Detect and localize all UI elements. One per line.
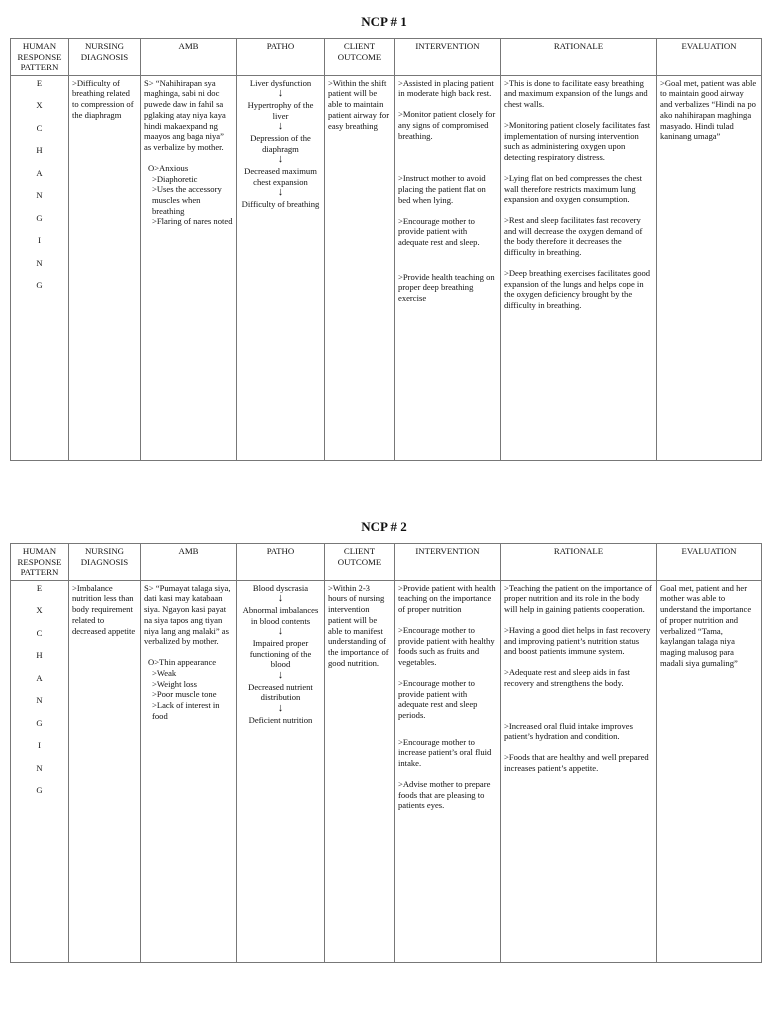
header-amb: AMB [141,544,237,581]
rationale-item: >Lying flat on bed compresses the chest wall therefore restricts maximum lung expansion and oxygen consumption. [504,172,643,205]
ncp1-title: NCP # 1 [361,14,407,29]
rationale-item: >Foods that are healthy and well prepared increases patient’s appetite. [504,751,649,773]
ncp2-evaluation: Goal met, patient and her mother was able to understand the importance of proper nutrition and verbalized “Tama, kaylangan talaga niya maging malusog para madali siya gumaling” [657,580,762,962]
arrow-down-icon: ↓ [277,87,284,100]
pattern-letter: G [36,212,43,223]
pattern-letter: I [38,235,41,246]
pattern-letter: H [36,650,43,661]
header-patho: PATHO [237,544,325,581]
patho-step: Depression of the diaphragm [250,132,311,154]
ncp1-pattern-cell [11,75,69,460]
ncp2-objective-item: >Weak [152,667,177,678]
ncp2-objective-item: O>Thin appearance [148,657,217,668]
rationale-item: >Monitoring patient closely facilitates fast implementation of nursing intervention such as administering oxygen upon detecting respiratory distress. [504,119,651,163]
ncp2-rationales [501,580,657,962]
ncp2-diagnosis: >Imbalance nutrition less than body requirement related to decreased appetite [69,580,141,962]
pattern-letter: G [36,785,43,796]
ncp1-objective-item: >Diaphoretic [152,173,198,184]
ncp2-table [10,543,762,963]
intervention-item: >Encourage mother to increase patient’s oral fluid intake. [398,736,492,769]
pattern-letter: X [36,605,43,616]
intervention-item: >Encourage mother to provide patient with adequate rest and sleep. [398,215,480,247]
ncp1-diagnosis: >Difficulty of breathing related to compression of the diaphragm [69,75,141,460]
pattern-letter: G [36,717,43,728]
patho-step: Deficient nutrition [248,714,313,725]
pattern-letter: I [38,740,41,751]
ncp1-evaluation: >Goal met, patient was able to maintain good airway and verbalizes “Hindi na po ako nahihirapan maghinga masyado. Hindi tulad kaninang umaga” [657,75,762,460]
rationale-item: >Adequate rest and sleep aids in fast recovery and strengthens the body. [504,667,631,688]
header-intervention: INTERVENTION [395,544,501,581]
header-nursing-diagnosis: NURSING DIAGNOSIS [69,39,141,76]
patho-step: Decreased nutrient distribution [248,681,313,703]
patho-step: Decreased maximum chest expansion [244,165,317,187]
pattern-letter: N [36,190,43,201]
rationale-item: >Rest and sleep facilitates fast recovery and will decrease the oxygen demand of the body therefore it decreases the difficulty in breathing. [504,214,643,258]
rationale-item: >Having a good diet helps in fast recovery and improving patient’s nutrition status and boost patients immune system. [504,624,651,657]
pattern-letter: N [36,762,43,773]
intervention-item: >Provide health teaching on proper deep breathing exercise [398,271,495,304]
arrow-down-icon: ↓ [277,702,284,715]
ncp1-objective-item: O>Anxious [148,162,189,173]
header-client-outcome: CLIENT OUTCOME [325,39,395,76]
ncp1-header-row [11,39,762,76]
header-patho: PATHO [237,39,325,76]
pattern-letter: G [36,280,43,291]
header-client-outcome: CLIENT OUTCOME [325,544,395,581]
ncp2-objective-item: >Poor muscle tone [152,689,217,700]
arrow-down-icon: ↓ [277,625,284,638]
intervention-item: >Advise mother to prepare foods that are pleasing to patients eyes. [398,778,491,811]
pattern-letter: E [36,77,43,88]
patho-step: Blood dyscrasia [252,582,309,593]
patho-step: Liver dysfunction [249,77,312,88]
ncp2-body-row [11,580,762,962]
intervention-item: >Monitor patient closely for any signs of compromised breathing. [398,109,496,141]
pattern-letter: N [36,695,43,706]
arrow-down-icon: ↓ [277,592,284,605]
pattern-letter: X [36,100,43,111]
header-amb: AMB [141,39,237,76]
ncp2-objective-item: >Weight loss [152,678,197,689]
header-intervention: INTERVENTION [395,39,501,76]
rationale-item: >This is done to facilitate easy breathing and maximum expansion of the lungs and chest walls. [504,77,648,110]
ncp1-objective-item: >Uses the accessory muscles when breathing [152,184,222,216]
pattern-letter: C [36,627,43,638]
rationale-item: >Teaching the patient on the importance of proper nutrition and its role in the body will help in gaining patients cooperation. [504,582,652,615]
ncp1-amb [141,75,237,460]
header-nursing-diagnosis: NURSING DIAGNOSIS [69,544,141,581]
ncp1-subjective: S> “Nahihirapan sya maghinga, sabi ni doc puwede daw in fahil sa pglaking atay niya kaya hindi makaexpand ng maayos ang baga niya” as verbalize by mother. [144,77,226,153]
header-rationale: RATIONALE [501,544,657,581]
ncp1-table [10,38,762,461]
ncp1-objective-item: >Flaring of nares noted [152,216,233,227]
ncp2-subjective: S> “Pumayat talaga siya, dati kasi may katabaan siya. Ngayon kasi payat na siya tapos ang tiyan niya lang ang malaki” as verbalized by mother. [144,582,231,647]
arrow-down-icon: ↓ [277,120,284,133]
header-rationale: RATIONALE [501,39,657,76]
ncp1-outcome: >Within the shift patient will be able to maintain patient airway for easy breathing [325,75,395,460]
ncp2-patho [237,580,325,962]
ncp2-interventions [395,580,501,962]
intervention-item: >Instruct mother to avoid placing the patient flat on bed when lying. [398,173,486,205]
ncp1-body-row [11,75,762,460]
header-human-response-pattern: HUMAN RESPONSE PATTERN [11,39,69,76]
patho-step: Impaired proper functioning of the blood [249,637,312,670]
arrow-down-icon: ↓ [277,669,284,682]
ncp2-amb [141,580,237,962]
header-human-response-pattern: HUMAN RESPONSE PATTERN [11,544,69,581]
ncp2-title: NCP # 2 [361,519,407,534]
ncp2-pattern-cell [11,580,69,962]
pattern-letter: H [36,145,43,156]
intervention-item: >Assisted in placing patient in moderate high back rest. [398,77,494,99]
header-evaluation: EVALUATION [657,544,762,581]
pattern-letter: C [36,122,43,133]
intervention-item: >Encourage mother to provide patient with healthy foods such as fruits and vegetables. [398,624,495,668]
rationale-item: >Deep breathing exercises facilitates good expansion of the lungs and helps cope in the oxygen deficiency brought by the difficulty in breathing. [504,267,651,311]
arrow-down-icon: ↓ [277,186,284,199]
ncp1-interventions [395,75,501,460]
pattern-letter: N [36,257,43,268]
arrow-down-icon: ↓ [277,153,284,166]
patho-step: Hypertrophy of the liver [247,99,314,121]
rationale-item: >Increased oral fluid intake improves patient’s hydration and condition. [504,720,633,742]
ncp2-header-row [11,544,762,581]
ncp1-patho [237,75,325,460]
pattern-letter: A [36,672,43,683]
ncp2-objective-item: >Lack of interest in food [152,699,220,721]
ncp2-outcome: >Within 2-3 hours of nursing intervention patient will be able to manifest understanding of the importance of good nutrition. [325,580,395,962]
intervention-item: >Encourage mother to provide patient with adequate rest and sleep periods. [398,677,478,720]
patho-step: Abnormal imbalances in blood contents [242,604,319,626]
pattern-letter: A [36,167,43,178]
intervention-item: >Provide patient with health teaching on the importance of proper nutrition [398,582,496,615]
header-evaluation: EVALUATION [657,39,762,76]
ncp1-rationales [501,75,657,460]
pattern-letter: E [36,582,43,593]
patho-step: Difficulty of breathing [241,198,320,209]
